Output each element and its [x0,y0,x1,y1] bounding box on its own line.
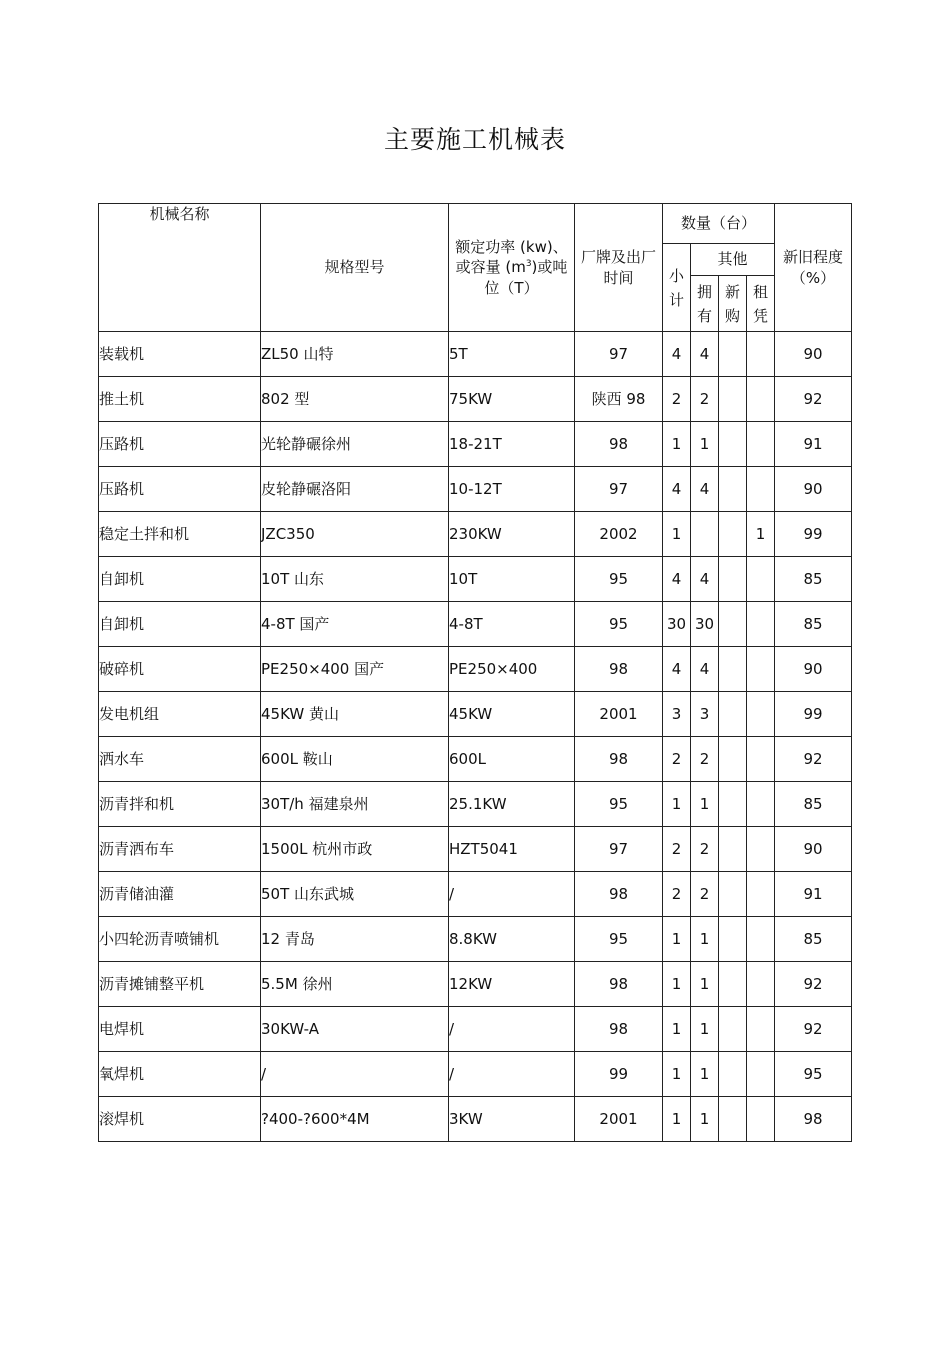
cell-brand: 98 [575,1007,663,1052]
cell-subtotal: 4 [663,557,691,602]
cell-power: / [449,872,575,917]
cell-subtotal: 2 [663,737,691,782]
cell-spec: 30KW-A [261,1007,449,1052]
cell-subtotal: 4 [663,332,691,377]
cell-brand: 95 [575,917,663,962]
table-row [99,422,852,467]
cell-subtotal: 1 [663,1097,691,1142]
cell-subtotal: 3 [663,692,691,737]
cell-name: 发电机组 [99,692,261,737]
cell-brand: 98 [575,647,663,692]
table-row [99,782,852,827]
cell-brand: 98 [575,962,663,1007]
cell-condition: 90 [775,467,852,512]
cell-new-buy [719,872,747,917]
header-rent-label: 租凭 [752,282,768,325]
cell-condition: 95 [775,1052,852,1097]
header-name [99,204,261,332]
cell-new-buy [719,737,747,782]
cell-own: 4 [691,467,719,512]
cell-condition: 92 [775,737,852,782]
table-row [99,467,852,512]
cell-own: 2 [691,737,719,782]
cell-spec: 45KW 黄山 [261,692,449,737]
header-name-label: 机械名称 [149,205,210,223]
header-subtotal [663,244,691,332]
table-body [99,332,852,1142]
cell-name: 压路机 [99,467,261,512]
cell-name: 沥青摊铺整平机 [99,962,261,1007]
cell-own: 1 [691,1097,719,1142]
cell-power: 4-8T [449,602,575,647]
cell-rent [747,377,775,422]
cell-spec: ZL50 山特 [261,332,449,377]
cell-brand: 95 [575,557,663,602]
cell-brand: 98 [575,737,663,782]
cell-own: 1 [691,1052,719,1097]
cell-own: 1 [691,917,719,962]
cell-own: 3 [691,692,719,737]
cell-new-buy [719,512,747,557]
cell-spec: 光轮静碾徐州 [261,422,449,467]
cell-new-buy [719,332,747,377]
cell-condition: 90 [775,827,852,872]
header-qty [663,204,775,244]
cell-own: 4 [691,647,719,692]
cell-rent [747,962,775,1007]
cell-condition: 99 [775,512,852,557]
cell-condition: 91 [775,422,852,467]
cell-power: HZT5041 [449,827,575,872]
table-row [99,1052,852,1097]
cell-subtotal: 4 [663,467,691,512]
cell-power: 25.1KW [449,782,575,827]
cell-condition: 98 [775,1097,852,1142]
header-power-sup: 3 [525,259,532,270]
cell-condition: 85 [775,557,852,602]
cell-rent [747,602,775,647]
cell-spec: 30T/h 福建泉州 [261,782,449,827]
table-row [99,647,852,692]
cell-new-buy [719,692,747,737]
table-row [99,1007,852,1052]
cell-condition: 85 [775,602,852,647]
cell-own: 1 [691,782,719,827]
cell-name: 沥青拌和机 [99,782,261,827]
cell-power: 45KW [449,692,575,737]
cell-power: 230KW [449,512,575,557]
cell-brand: 95 [575,602,663,647]
cell-subtotal: 1 [663,1007,691,1052]
cell-own: 4 [691,332,719,377]
cell-brand: 陕西 98 [575,377,663,422]
cell-rent [747,467,775,512]
cell-rent [747,1007,775,1052]
header-condition-label: 新旧程度（%） [783,248,844,287]
cell-spec: PE250×400 国产 [261,647,449,692]
header-power [449,204,575,332]
header-spec-label: 规格型号 [324,258,385,277]
cell-rent [747,917,775,962]
cell-brand: 2002 [575,512,663,557]
cell-spec: JZC350 [261,512,449,557]
cell-subtotal: 4 [663,647,691,692]
cell-brand: 97 [575,467,663,512]
cell-rent [747,1052,775,1097]
cell-rent [747,557,775,602]
table-row [99,602,852,647]
cell-subtotal: 2 [663,872,691,917]
cell-rent [747,737,775,782]
cell-condition: 92 [775,1007,852,1052]
cell-new-buy [719,1097,747,1142]
cell-brand: 97 [575,332,663,377]
cell-name: 稳定土拌和机 [99,512,261,557]
table-row [99,737,852,782]
cell-power: 10T [449,557,575,602]
cell-spec: 1500L 杭州市政 [261,827,449,872]
cell-spec: ?400-?600*4M [261,1097,449,1142]
cell-subtotal: 1 [663,1052,691,1097]
header-subtotal-label: 小计 [668,266,684,309]
cell-power: 12KW [449,962,575,1007]
cell-subtotal: 1 [663,962,691,1007]
header-spec [261,204,449,332]
cell-power: 5T [449,332,575,377]
cell-spec: 10T 山东 [261,557,449,602]
cell-condition: 91 [775,872,852,917]
cell-condition: 92 [775,377,852,422]
cell-condition: 90 [775,332,852,377]
cell-subtotal: 2 [663,377,691,422]
cell-new-buy [719,602,747,647]
page-title: 主要施工机械表 [383,125,566,154]
cell-name: 装载机 [99,332,261,377]
cell-subtotal: 1 [663,917,691,962]
cell-condition: 85 [775,917,852,962]
cell-brand: 97 [575,827,663,872]
cell-name: 小四轮沥青喷铺机 [99,917,261,962]
table-row [99,917,852,962]
header-other-label: 其他 [717,250,748,269]
cell-new-buy [719,782,747,827]
cell-name: 压路机 [99,422,261,467]
cell-power: 75KW [449,377,575,422]
cell-spec: 4-8T 国产 [261,602,449,647]
cell-spec: 12 青岛 [261,917,449,962]
cell-new-buy [719,467,747,512]
cell-spec: 50T 山东武城 [261,872,449,917]
header-qty-label: 数量（台） [681,214,757,233]
table-row [99,377,852,422]
cell-power: 3KW [449,1097,575,1142]
cell-new-buy [719,827,747,872]
cell-power: 8.8KW [449,917,575,962]
cell-spec: 皮轮静碾洛阳 [261,467,449,512]
cell-subtotal: 1 [663,422,691,467]
header-condition [775,204,852,332]
cell-new-buy [719,557,747,602]
header-power-label: 额定功率 (kw)、或容量 (m [455,238,568,277]
table-row [99,962,852,1007]
cell-subtotal: 2 [663,827,691,872]
cell-subtotal: 30 [663,602,691,647]
cell-own: 1 [691,422,719,467]
cell-new-buy [719,962,747,1007]
cell-name: 电焊机 [99,1007,261,1052]
table-row [99,557,852,602]
table-row [99,1097,852,1142]
cell-name: 洒水车 [99,737,261,782]
cell-rent [747,1097,775,1142]
cell-name: 推土机 [99,377,261,422]
cell-rent [747,332,775,377]
cell-name: 沥青洒布车 [99,827,261,872]
cell-power: / [449,1007,575,1052]
cell-name: 自卸机 [99,557,261,602]
cell-rent [747,692,775,737]
cell-rent [747,872,775,917]
cell-rent: 1 [747,512,775,557]
cell-name: 自卸机 [99,602,261,647]
cell-power: 18-21T [449,422,575,467]
cell-brand: 2001 [575,1097,663,1142]
cell-subtotal: 1 [663,782,691,827]
cell-spec: 5.5M 徐州 [261,962,449,1007]
machinery-table [98,203,852,1142]
cell-new-buy [719,1052,747,1097]
header-own [691,276,719,332]
cell-own: 1 [691,1007,719,1052]
cell-power: 600L [449,737,575,782]
cell-rent [747,782,775,827]
cell-power: / [449,1052,575,1097]
cell-spec: / [261,1052,449,1097]
cell-rent [747,827,775,872]
cell-name: 沥青储油灌 [99,872,261,917]
cell-condition: 92 [775,962,852,1007]
cell-new-buy [719,422,747,467]
table-row [99,872,852,917]
header-new-buy [719,276,747,332]
cell-own: 2 [691,827,719,872]
cell-brand: 2001 [575,692,663,737]
cell-own: 30 [691,602,719,647]
cell-power: 10-12T [449,467,575,512]
header-brand-label: 厂牌及出厂时间 [581,248,657,287]
header-own-label: 拥有 [696,282,712,325]
header-power-label-end: )或吨位（T） [484,258,568,297]
cell-brand: 99 [575,1052,663,1097]
cell-own: 2 [691,377,719,422]
cell-own: 1 [691,962,719,1007]
table-row [99,332,852,377]
header-rent [747,276,775,332]
cell-condition: 99 [775,692,852,737]
cell-spec: 600L 鞍山 [261,737,449,782]
cell-condition: 90 [775,647,852,692]
cell-new-buy [719,377,747,422]
header-brand [575,204,663,332]
cell-brand: 95 [575,782,663,827]
cell-name: 破碎机 [99,647,261,692]
cell-new-buy [719,917,747,962]
header-new-buy-label: 新购 [724,282,740,325]
cell-own: 4 [691,557,719,602]
table-row [99,512,852,557]
cell-own: 2 [691,872,719,917]
cell-condition: 85 [775,782,852,827]
cell-rent [747,647,775,692]
cell-own [691,512,719,557]
cell-new-buy [719,647,747,692]
cell-brand: 98 [575,422,663,467]
cell-name: 滚焊机 [99,1097,261,1142]
cell-name: 氧焊机 [99,1052,261,1097]
header-other [691,244,775,276]
table-row [99,827,852,872]
cell-subtotal: 1 [663,512,691,557]
cell-brand: 98 [575,872,663,917]
table-row [99,692,852,737]
cell-rent [747,422,775,467]
cell-new-buy [719,1007,747,1052]
cell-spec: 802 型 [261,377,449,422]
cell-power: PE250×400 [449,647,575,692]
